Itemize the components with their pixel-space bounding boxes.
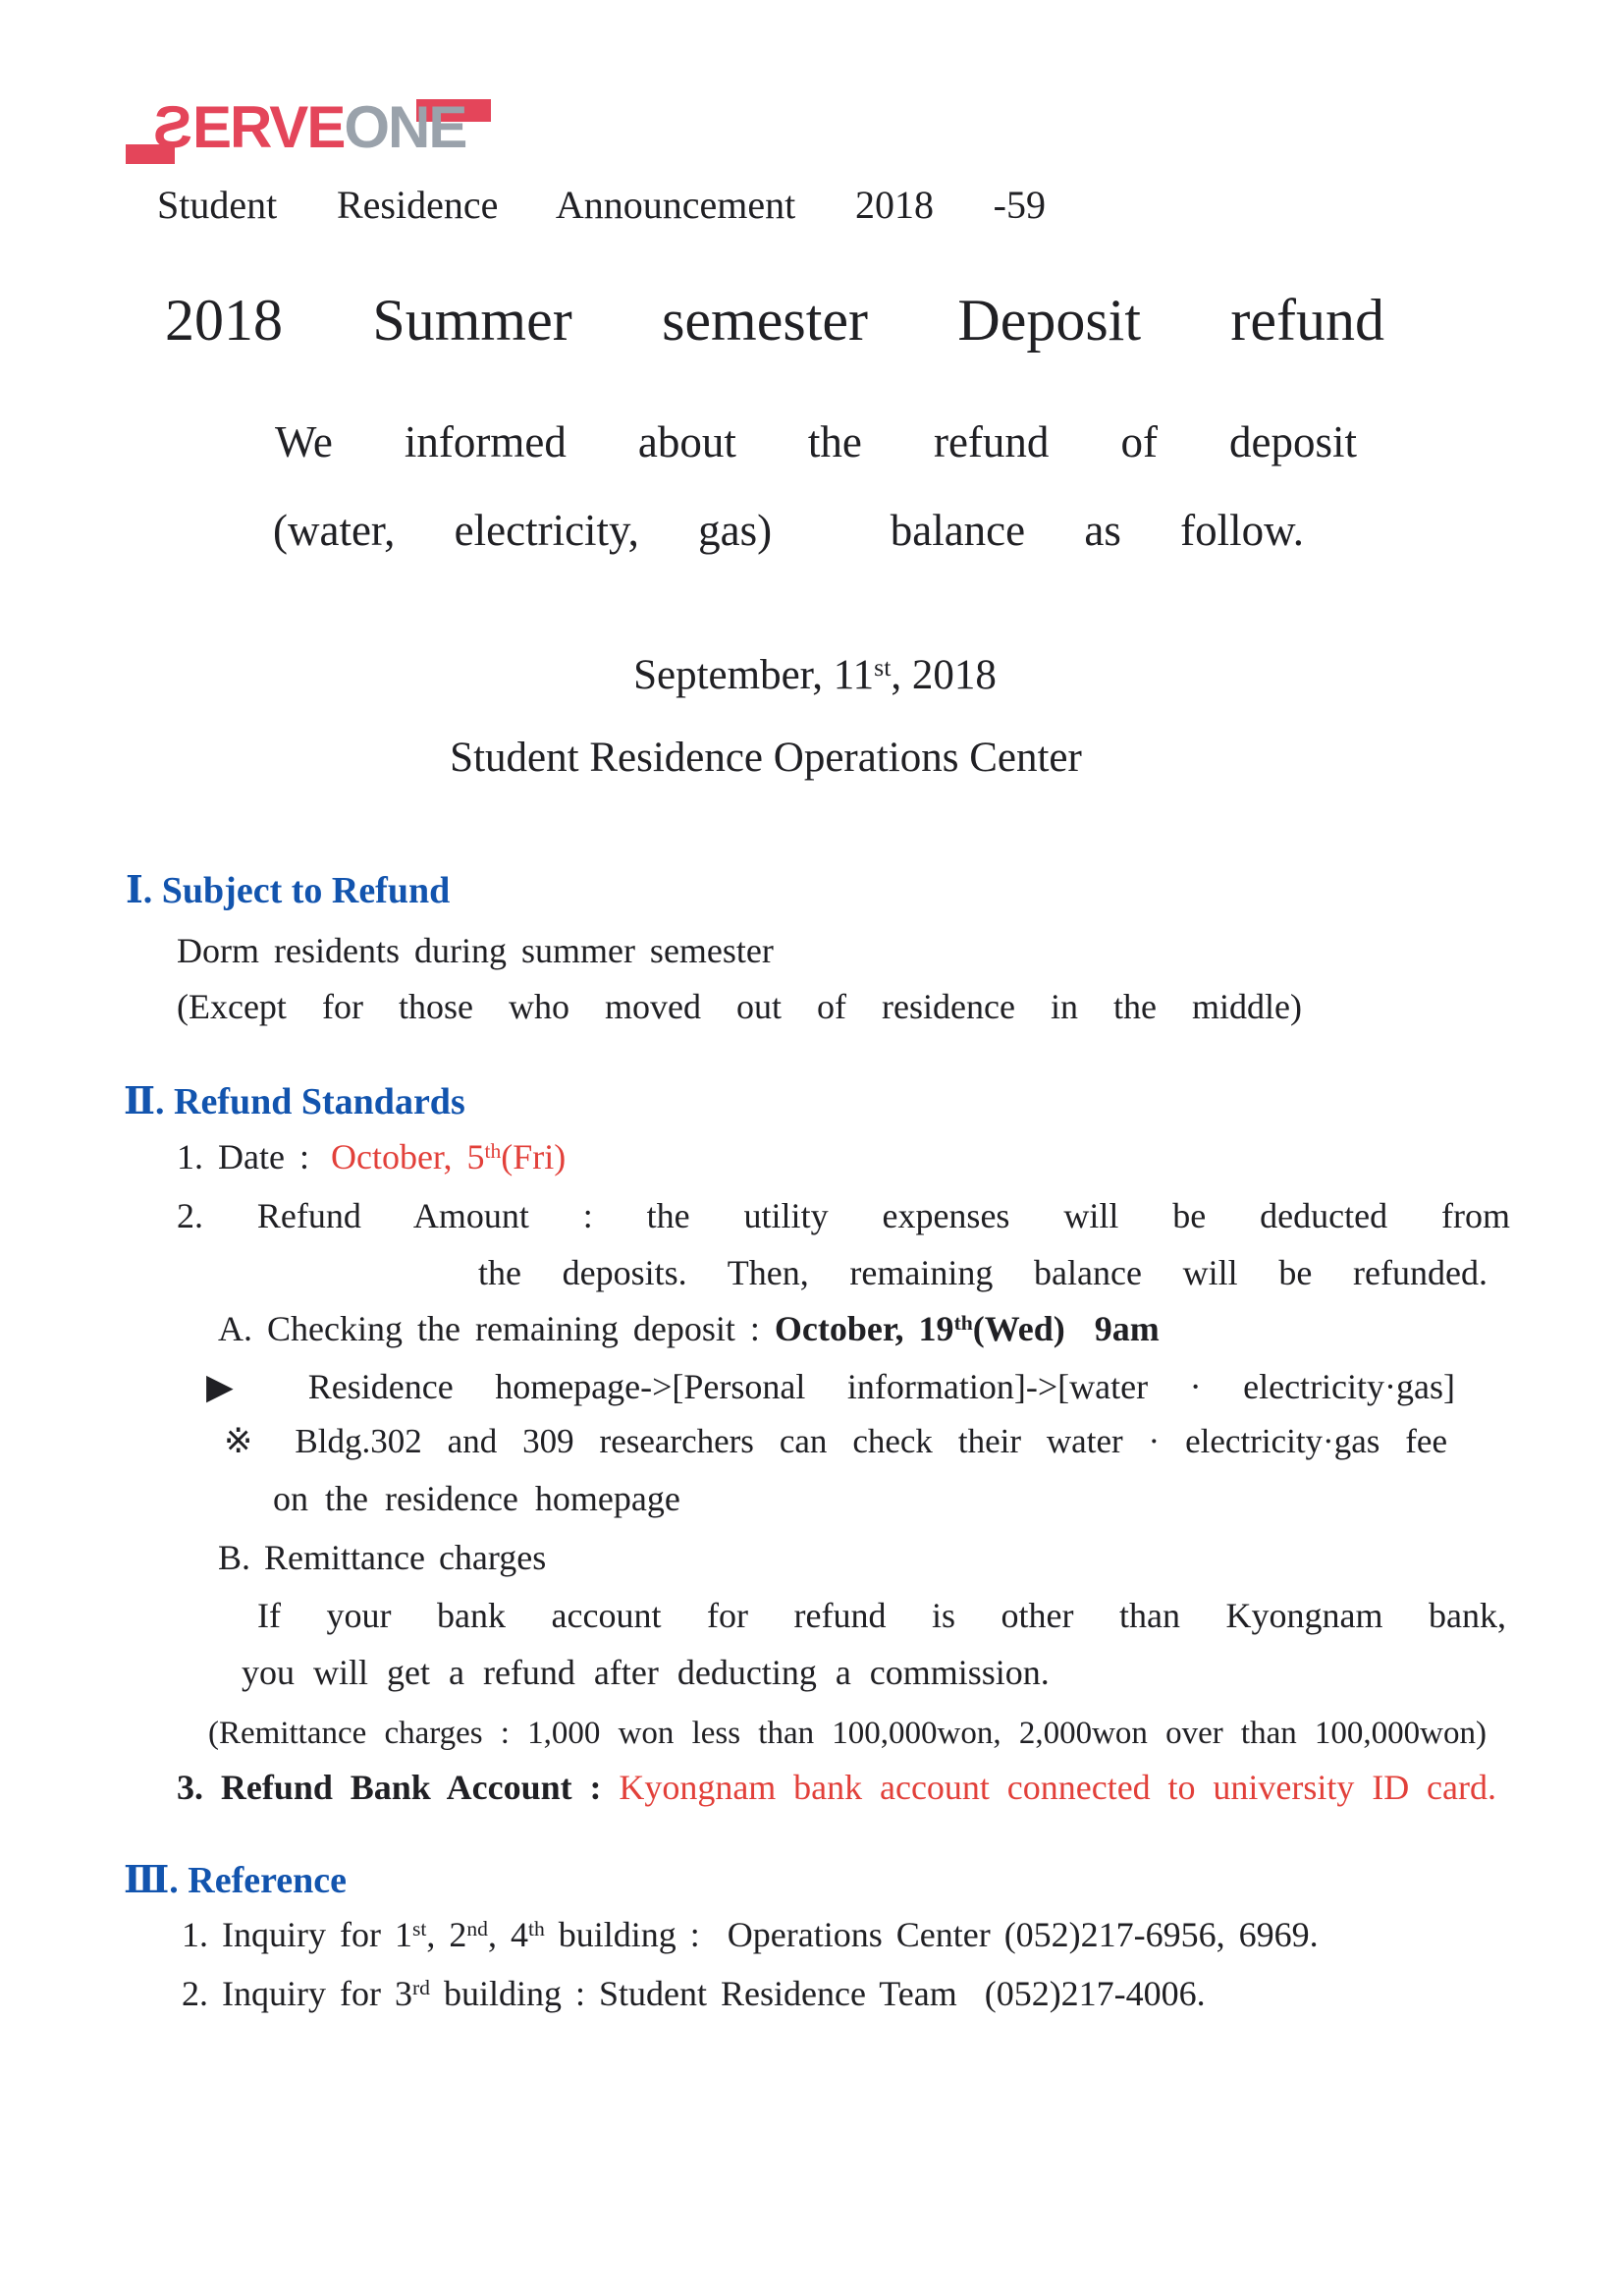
- section-1-line-1: Dorm residents during summer semester: [177, 931, 774, 970]
- announcement-number-line: Student Residence Announcement 2018 -59: [157, 183, 1046, 227]
- homepage-path-line: ▶ Residence homepage->[Personal information]->[water · electricity·gas]: [206, 1367, 1455, 1406]
- section-3-heading: Ⅲ. Reference: [124, 1860, 348, 1901]
- refund-amount-line-2: the deposits. Then, remaining balance will be refunded.: [478, 1253, 1488, 1292]
- section-2-heading: Ⅱ. Refund Standards: [124, 1081, 465, 1122]
- intro-line-1: We informed about the refund of deposit: [275, 417, 1357, 466]
- note-line-1: ※ Bldg.302 and 309 researchers can check their water · electricity·gas fee: [224, 1422, 1447, 1460]
- reference-line-1: 1. Inquiry for 1st, 2nd, 4th building : Operations Center (052)217-6956, 6969.: [182, 1915, 1319, 1954]
- refund-bank-account-line: [177, 1768, 1496, 1808]
- bank-account-value: Kyongnam bank account connected to university ID card.: [619, 1768, 1496, 1807]
- checking-deposit-datetime: October, 19th(Wed) 9am: [774, 1309, 1160, 1348]
- section-1-line-2: (Except for those who moved out of residence in the middle): [177, 987, 1302, 1026]
- logo-one-text: ONE: [344, 94, 466, 160]
- logo-serve-text: ERVE: [192, 94, 345, 160]
- bank-account-label: 3. Refund Bank Account :: [177, 1768, 620, 1807]
- section-1-heading: Ⅰ. Subject to Refund: [126, 870, 451, 911]
- refund-amount-line-1: 2. Refund Amount : the utility expenses will be deducted from: [177, 1196, 1510, 1235]
- refund-date-line: [177, 1137, 566, 1177]
- remittance-charges-heading: B. Remittance charges: [218, 1538, 547, 1577]
- note-line-2: on the residence homepage: [273, 1479, 680, 1518]
- remittance-line-1: If your bank account for refund is other than Kyongnam bank,: [257, 1596, 1506, 1635]
- logo-letter-s: S: [155, 94, 193, 160]
- remittance-fee-detail: (Remittance charges : 1,000 won less than 100,000won, 2,000won over than 100,000won): [208, 1716, 1487, 1751]
- refund-date-value: October, 5th(Fri): [330, 1137, 567, 1176]
- date-superscript: st: [874, 653, 892, 683]
- document-title: 2018 Summer semester Deposit refund: [165, 288, 1384, 353]
- issuing-organization: Student Residence Operations Center: [450, 735, 1082, 781]
- refund-date-label: 1. Date :: [177, 1137, 309, 1176]
- remittance-line-2: you will get a refund after deducting a commission.: [242, 1653, 1050, 1692]
- reference-line-2: 2. Inquiry for 3rd building : Student Residence Team (052)217-4006.: [182, 1974, 1206, 2013]
- checking-deposit-line: A. Checking the remaining deposit : October, 19th(Wed) 9am: [218, 1309, 1160, 1348]
- serveone-logo: [155, 94, 466, 160]
- issue-date: September, 11st, 2018: [633, 652, 997, 698]
- intro-line-2: (water, electricity, gas) balance as follow.: [273, 506, 1304, 555]
